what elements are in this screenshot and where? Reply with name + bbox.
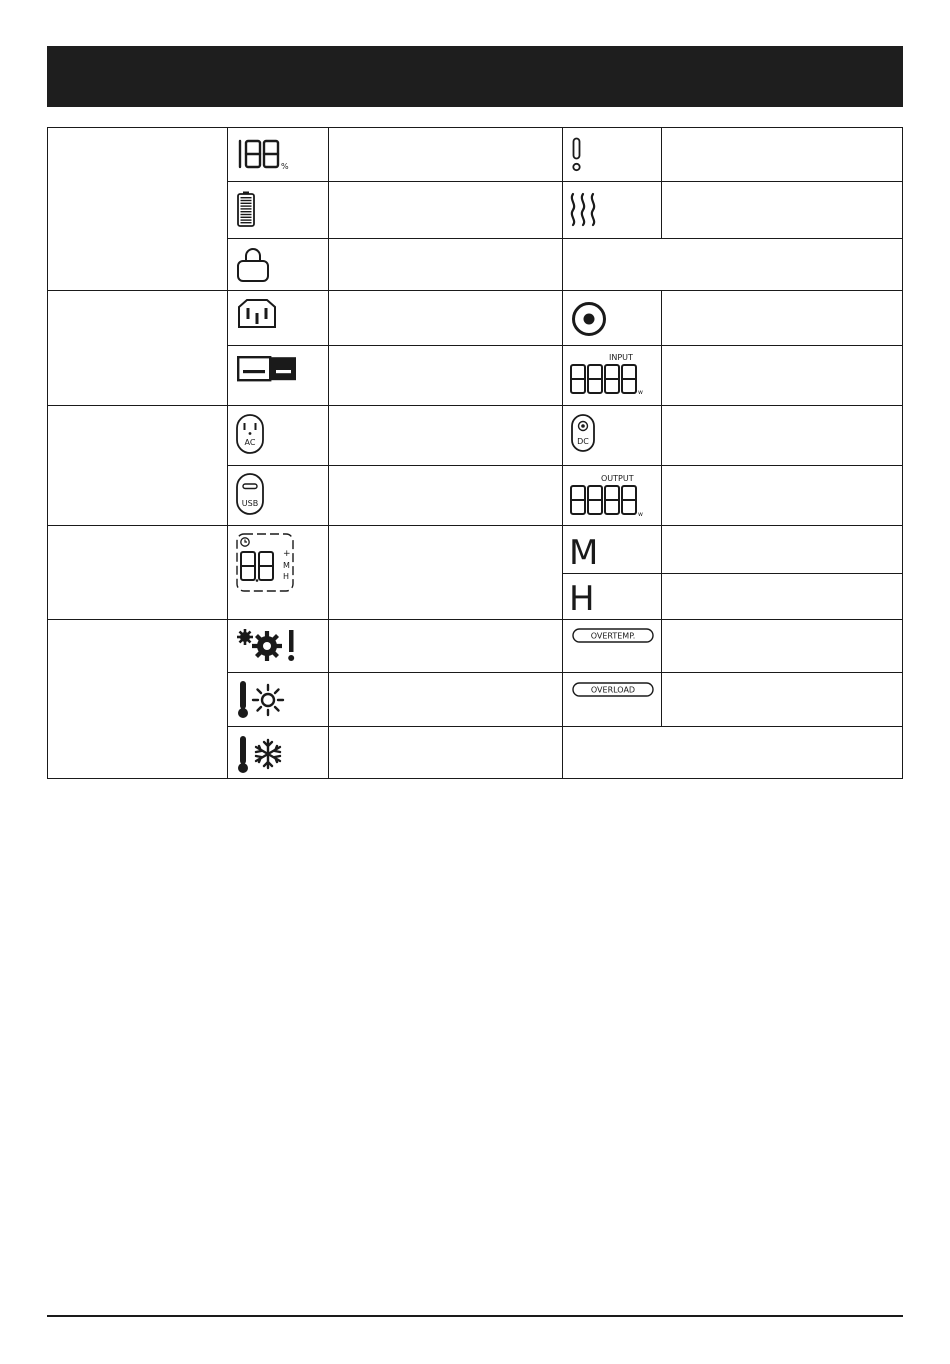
- row-divider: [227, 238, 903, 239]
- timer-hours-unit: H: [283, 572, 290, 581]
- row-divider: [227, 345, 903, 346]
- input-label: INPUT: [609, 353, 633, 362]
- gear-fault-icon: [236, 627, 298, 665]
- solar-dual-input-icon: [237, 356, 297, 382]
- row-divider: [227, 181, 903, 182]
- high-temperature-icon: [236, 680, 284, 720]
- row-divider: [227, 726, 903, 727]
- table-border-right: [902, 127, 903, 779]
- footer-rule: [47, 1315, 903, 1317]
- table-border-bottom: [47, 778, 903, 779]
- usb-port-icon: [236, 473, 264, 515]
- hours-letter: H: [569, 579, 595, 619]
- table-border-left: [47, 127, 48, 779]
- column-divider: [227, 127, 228, 779]
- timer-plus-unit: +: [283, 549, 291, 559]
- output-watts-display-icon: [569, 472, 649, 518]
- section-divider: [47, 290, 903, 291]
- column-divider-partial: [661, 290, 662, 726]
- header-bar: [47, 46, 903, 107]
- dc-input-port-icon: [571, 301, 607, 337]
- percent-unit: %: [281, 162, 289, 171]
- overtemp-label: OVERTEMP.: [590, 631, 636, 641]
- column-divider: [562, 127, 563, 779]
- low-temperature-icon: [236, 735, 284, 775]
- battery-percent-display-icon: [237, 139, 292, 171]
- timer-display-icon: [236, 533, 294, 593]
- hours-letter-icon: [569, 577, 599, 619]
- overtemp-badge: [572, 628, 654, 643]
- timer-minutes-unit: M: [283, 561, 290, 570]
- battery-level-icon: [237, 191, 255, 227]
- row-divider: [227, 465, 903, 466]
- input-unit: w: [638, 389, 643, 396]
- table-border-top: [47, 127, 903, 128]
- overload-label: OVERLOAD: [590, 685, 636, 695]
- row-divider: [562, 573, 903, 574]
- column-divider: [328, 127, 329, 779]
- column-divider-partial: [661, 127, 662, 238]
- overload-badge: [572, 682, 654, 697]
- lcd-icon-table: [47, 127, 903, 779]
- output-unit: w: [638, 511, 643, 518]
- section-divider: [47, 405, 903, 406]
- lock-icon: [237, 246, 269, 282]
- dc-output-port-icon: [571, 414, 595, 452]
- minutes-letter-icon: [569, 531, 599, 573]
- section-divider: [47, 525, 903, 526]
- input-watts-display-icon: [569, 351, 649, 395]
- output-label: OUTPUT: [601, 474, 634, 483]
- heat-waves-icon: [569, 192, 599, 226]
- ac-inlet-plug-icon: [237, 299, 277, 329]
- usb-port-label: USB: [241, 499, 259, 508]
- section-divider: [47, 619, 903, 620]
- row-divider: [227, 672, 903, 673]
- minutes-letter: M: [569, 533, 599, 573]
- dc-output-label: DC: [577, 437, 589, 446]
- ac-outlet-label: AC: [244, 438, 256, 447]
- ac-outlet-icon: [236, 414, 264, 454]
- exclamation-warning-icon: [570, 137, 584, 173]
